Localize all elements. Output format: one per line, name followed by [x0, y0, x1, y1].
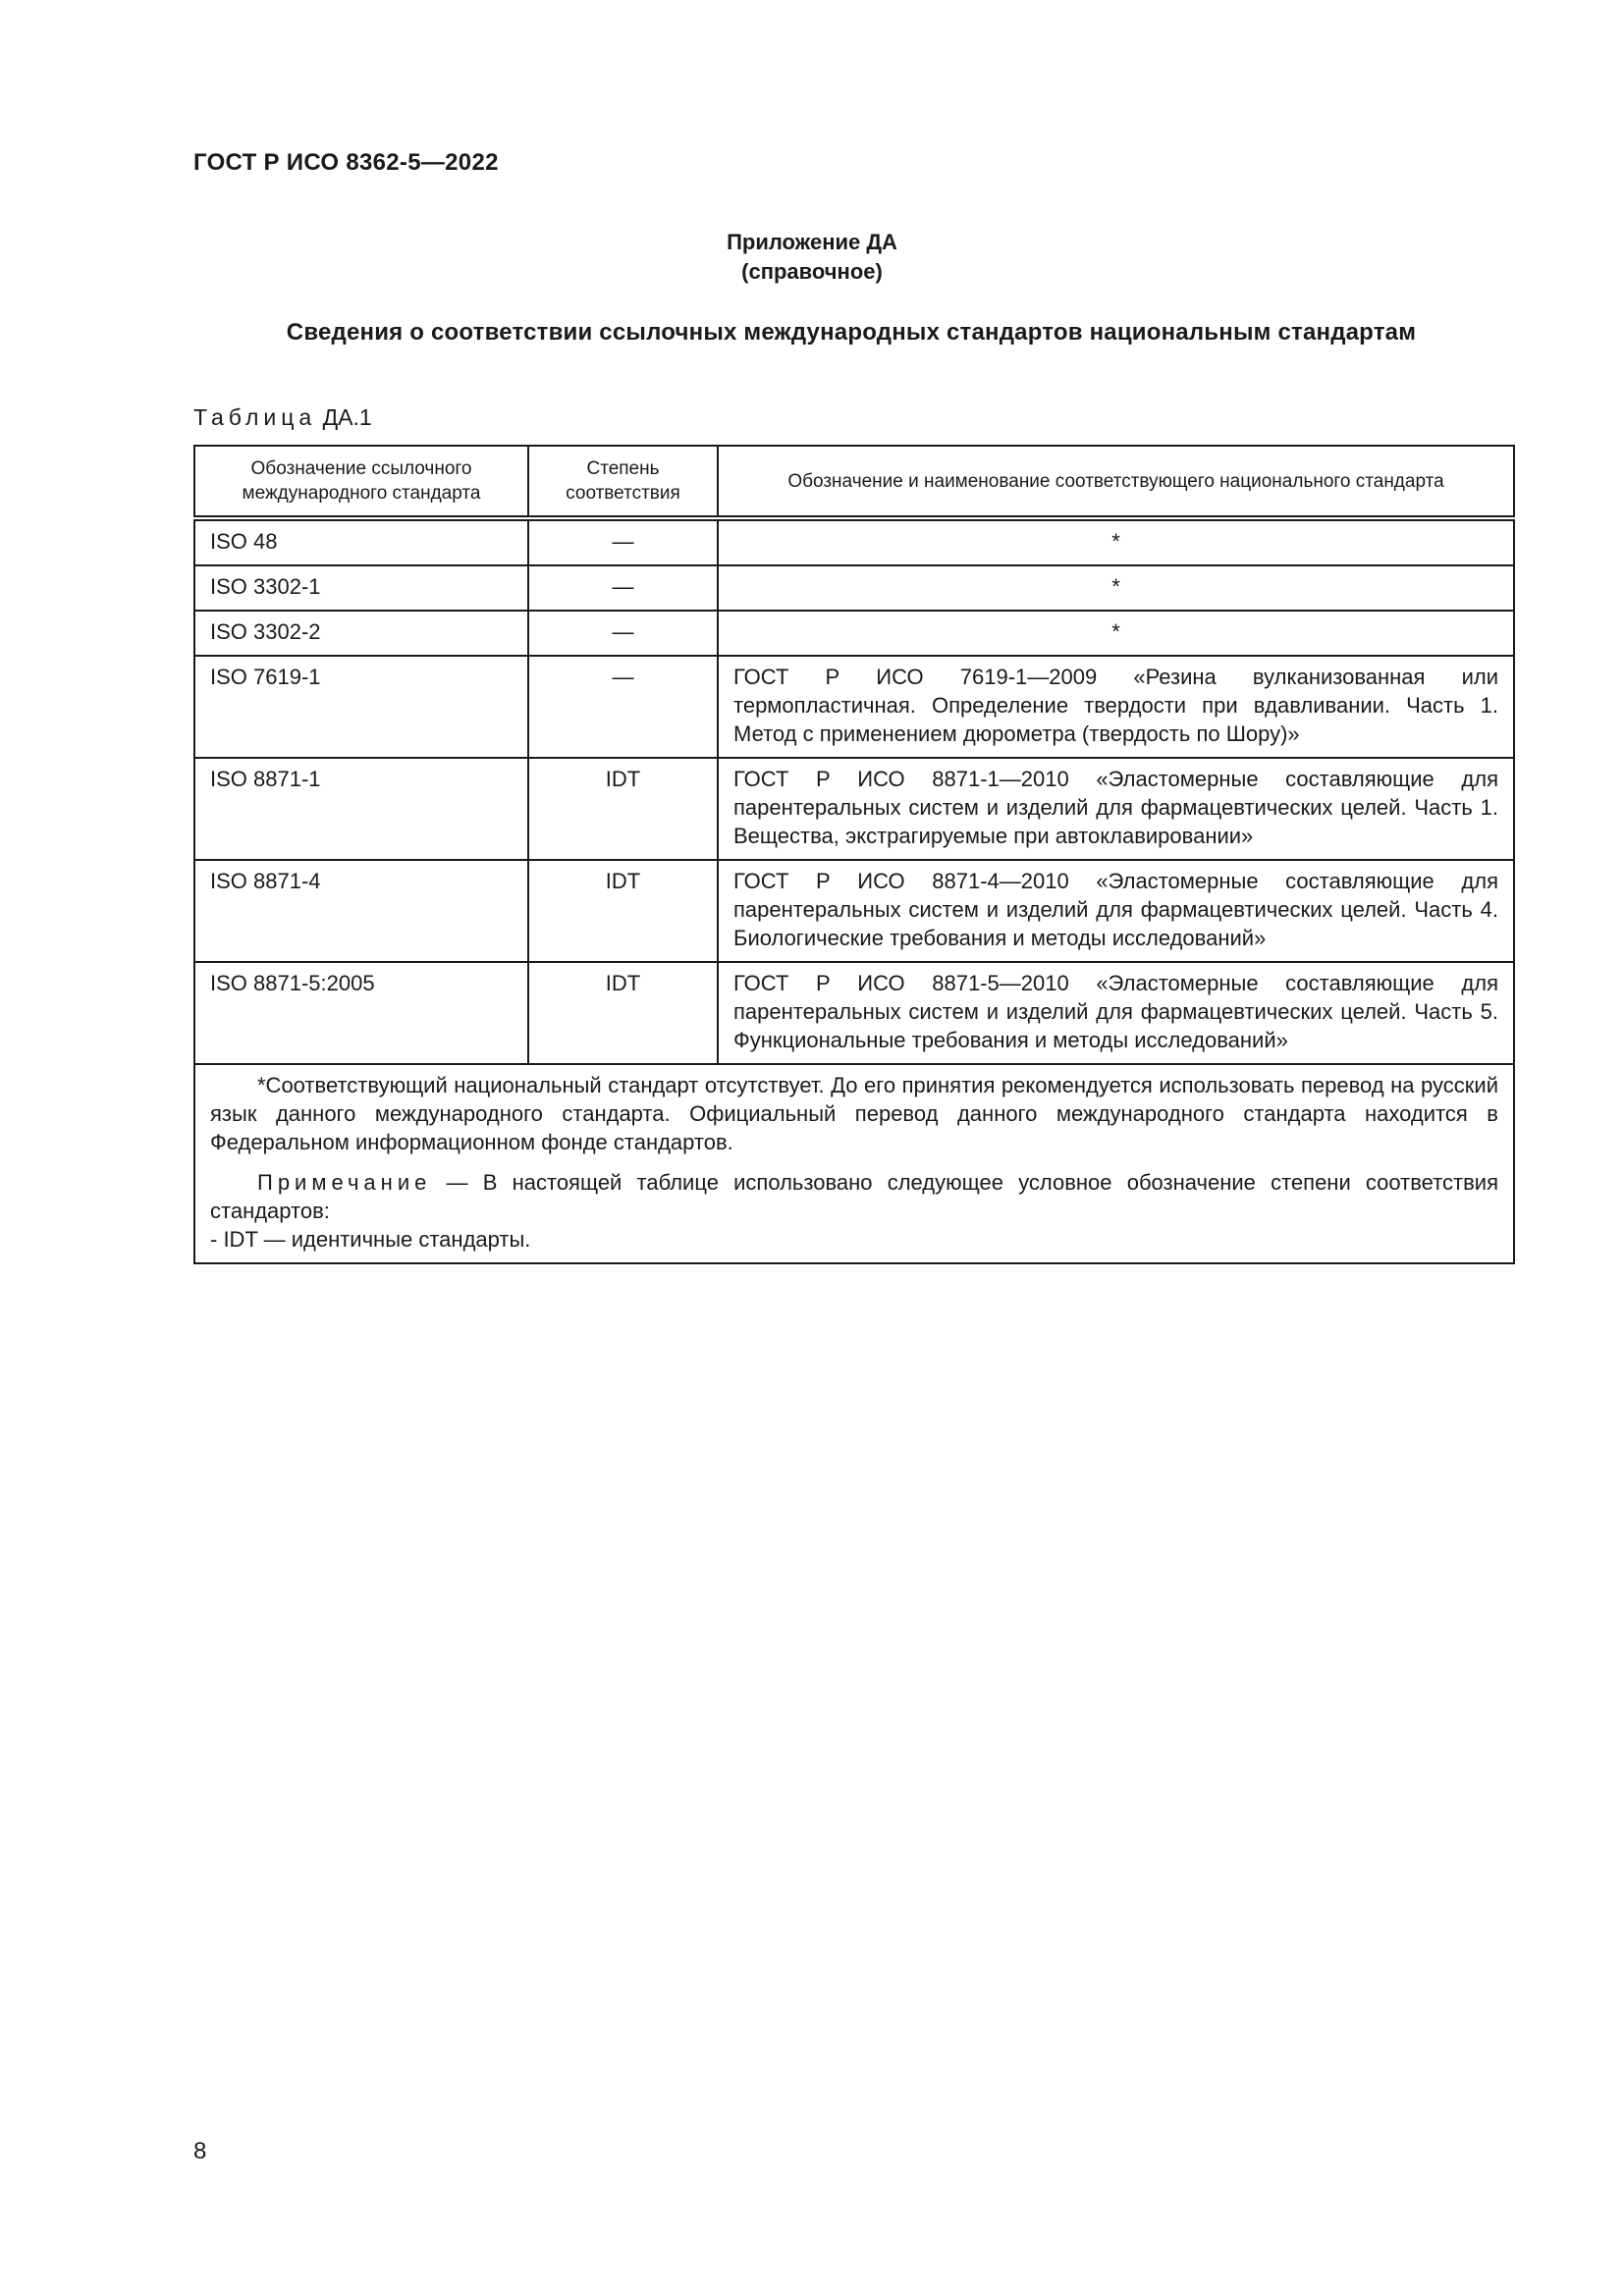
table-row — [194, 656, 1514, 758]
table-footnote: *Соответствующий национальный стандарт отсутствует. До его принятия рекомендуется использовать перевод на русский язык данного международного стандарта. Официальный перевод данного международного стандарта находится в Федеральном информационном фонде стандартов. — [210, 1073, 1498, 1154]
table-notes — [194, 1064, 1514, 1263]
table-caption — [193, 404, 372, 431]
cell-intl: ISO 8871-4 — [194, 860, 528, 962]
cell-degree: IDT — [528, 758, 718, 860]
cell-national: ГОСТ Р ИСО 8871-5—2010 «Эластомерные составляющие для парентеральных систем и изделий для фармацевтических целей. Часть 5. Функциональные требования и методы исследований» — [718, 962, 1514, 1064]
cell-national: ГОСТ Р ИСО 8871-4—2010 «Эластомерные составляющие для парентеральных систем и изделий для фармацевтических целей. Часть 4. Биологические требования и методы исследований» — [718, 860, 1514, 962]
table-header-row — [194, 446, 1514, 518]
column-header-national: Обозначение и наименование соответствующего национального стандарта — [718, 446, 1514, 518]
table-row — [194, 611, 1514, 656]
table-caption-number: ДА.1 — [322, 404, 372, 430]
table-note — [210, 1168, 1498, 1225]
cell-intl: ISO 7619-1 — [194, 656, 528, 758]
document-header: ГОСТ Р ИСО 8362-5—2022 — [193, 149, 499, 176]
annex-subtitle: (справочное) — [741, 259, 883, 284]
table-row — [194, 758, 1514, 860]
table-row — [194, 860, 1514, 962]
cell-degree: IDT — [528, 860, 718, 962]
correspondence-table — [193, 445, 1515, 1264]
cell-degree: — — [528, 656, 718, 758]
table-row — [194, 565, 1514, 611]
table-row — [194, 962, 1514, 1064]
cell-national: * — [718, 518, 1514, 565]
table-caption-prefix: Таблица — [193, 404, 317, 430]
note-list-item: - IDT — идентичные стандарты. — [210, 1227, 531, 1252]
cell-intl: ISO 3302-2 — [194, 611, 528, 656]
cell-intl: ISO 3302-1 — [194, 565, 528, 611]
section-title: Сведения о соответствии ссылочных международных стандартов национальным стандартам — [286, 319, 1417, 346]
cell-degree: — — [528, 518, 718, 565]
annex-heading — [0, 228, 1624, 287]
column-header-degree: Степень соответствия — [528, 446, 718, 518]
note-label: Примечание — [257, 1170, 432, 1195]
cell-national: * — [718, 565, 1514, 611]
table-notes-row — [194, 1064, 1514, 1263]
cell-national: * — [718, 611, 1514, 656]
note-text: — В настоящей таблице использовано следующее условное обозначение степени соответствия стандартов: — [210, 1170, 1498, 1223]
cell-intl: ISO 8871-1 — [194, 758, 528, 860]
cell-degree: IDT — [528, 962, 718, 1064]
annex-title: Приложение ДА — [727, 230, 897, 254]
column-header-intl: Обозначение ссылочного международного стандарта — [194, 446, 528, 518]
cell-intl: ISO 48 — [194, 518, 528, 565]
cell-national: ГОСТ Р ИСО 8871-1—2010 «Эластомерные составляющие для парентеральных систем и изделий для фармацевтических целей. Часть 1. Вещества, экстрагируемые при автоклавировании» — [718, 758, 1514, 860]
cell-degree: — — [528, 565, 718, 611]
cell-intl: ISO 8871-5:2005 — [194, 962, 528, 1064]
table-row — [194, 518, 1514, 565]
cell-national: ГОСТ Р ИСО 7619-1—2009 «Резина вулканизованная или термопластичная. Определение твердости при вдавливании. Часть 1. Метод с применением дюрометра (твердость по Шору)» — [718, 656, 1514, 758]
cell-degree: — — [528, 611, 718, 656]
page-number: 8 — [193, 2138, 207, 2164]
